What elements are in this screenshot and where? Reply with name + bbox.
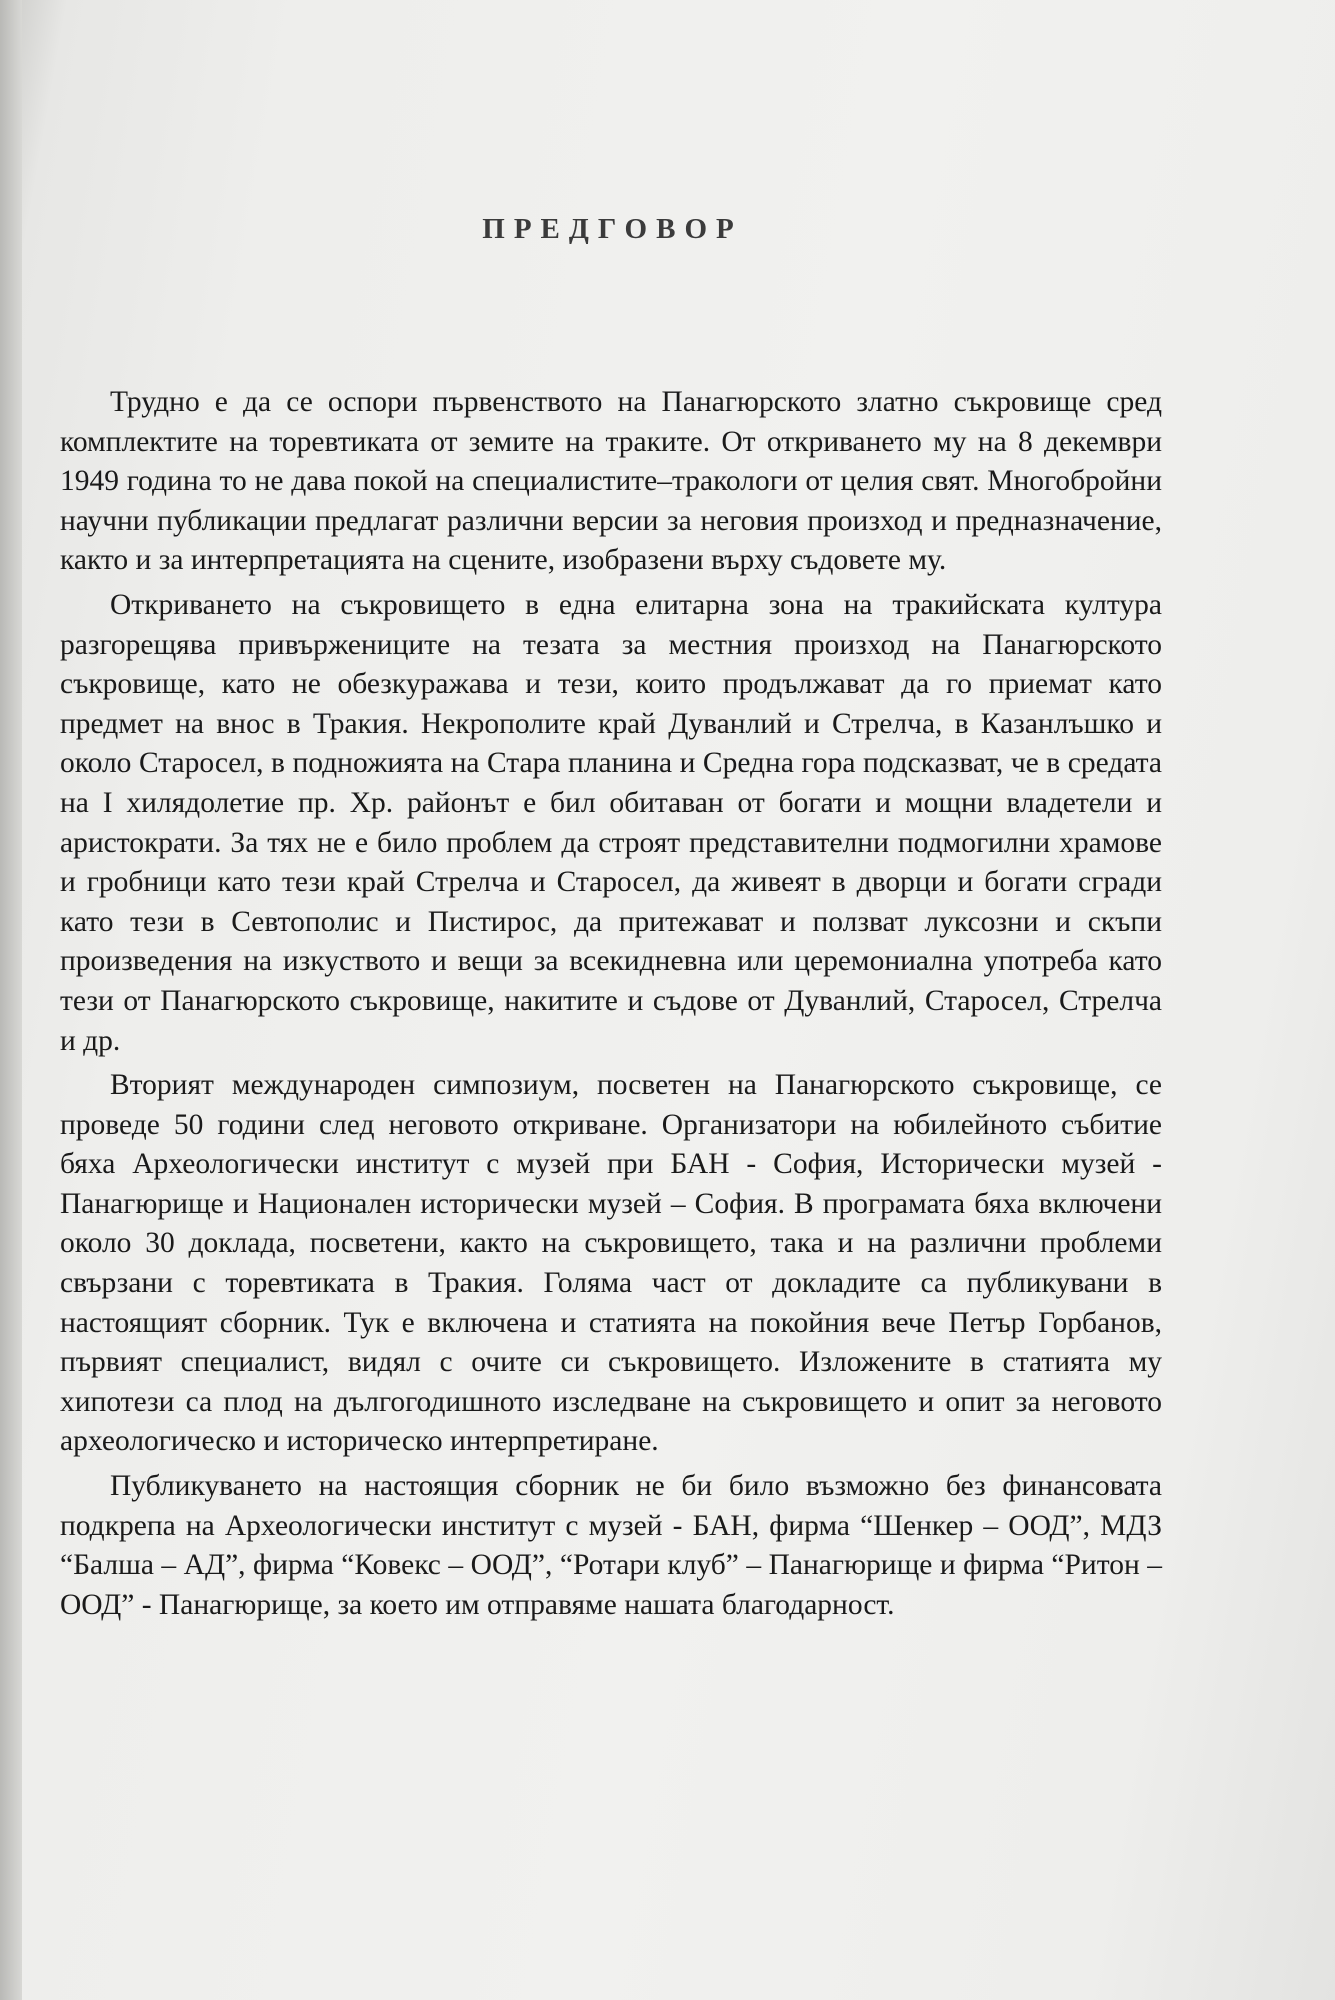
paragraph-3: Вторият международен симпозиум, посветен на Панагюрското съкровище, се проведе 50 години след неговото откриване. Организатори на юбилейното събитие бяха Археологически институт с музей при БАН - София, Исторически музей - Панагюрище и Национален исторически музей – София. В програмата бяха включени около 30 доклада, посветени, както на съкровището, така и на различни проблеми свързани с торевтиката в Тракия. Голяма част от докладите са публикувани в настоящият сборник. Тук е включена и статията на покойния вече Петър Горбанов, първият специалист, видял с очите си съкровището. Изложените в статията му хипотези са плод на дългогодишното изследване на съкровището и опит за неговото археологическо и историческо интерпретиране. xyxy=(60,1069,1162,1458)
preface-body xyxy=(60,383,1162,1630)
page-title: ПРЕДГОВОР xyxy=(482,213,743,245)
paragraph-2: Откриването на съкровището в една елитарна зона на тракийската култура разгорещява привържениците на тезата за местния произход на Панагюрското съкровище, като не обезкуражава и тези, които продължават да го приемат като предмет на внос в Тракия. Некрополите край Дуванлий и Стрелча, в Казанлъшко и около Старосел, в подножията на Стара планина и Средна гора подсказват, че в средата на I хилядолетие пр. Хр. районът е бил обитаван от богати и мощни владетели и аристократи. За тях не е било проблем да строят представителни подмогилни храмове и гробници като тези край Стрелча и Старосел, да живеят в дворци и богати сгради като тези в Севтополис и Пистирос, да притежават и ползват луксозни и скъпи произведения на изкуството и вещи за всекидневна или церемониална употреба като тези от Панагюрското съкровище, накитите и съдове от Дуванлий, Старосел, Стрелча и др. xyxy=(60,588,1162,1057)
paragraph-1: Трудно е да се оспори първенството на Панагюрското златно съкровище сред комплектите на торевтиката от земите на траките. От откриването му на 8 декември 1949 година то не дава покой на специалистите–тракологи от целия свят. Многобройни научни публикации предлагат различни версии за неговия произход и предназначение, както и за интерпретацията на сцените, изобразени върху съдовете му. xyxy=(60,386,1162,577)
paragraph-4: Публикуването на настоящия сборник не би било възможно без финансовата подкрепа на Археологически институт с музей - БАН, фирма “Шенкер – ООД”, МДЗ “Балша – АД”, фирма “Ковекс – ООД”, “Ротари клуб” – Панагюрище и фирма “Ритон – ООД” - Панагюрище, за което им отправяме нашата благодарност. xyxy=(60,1470,1162,1621)
page-edge-shadow xyxy=(0,0,22,2000)
